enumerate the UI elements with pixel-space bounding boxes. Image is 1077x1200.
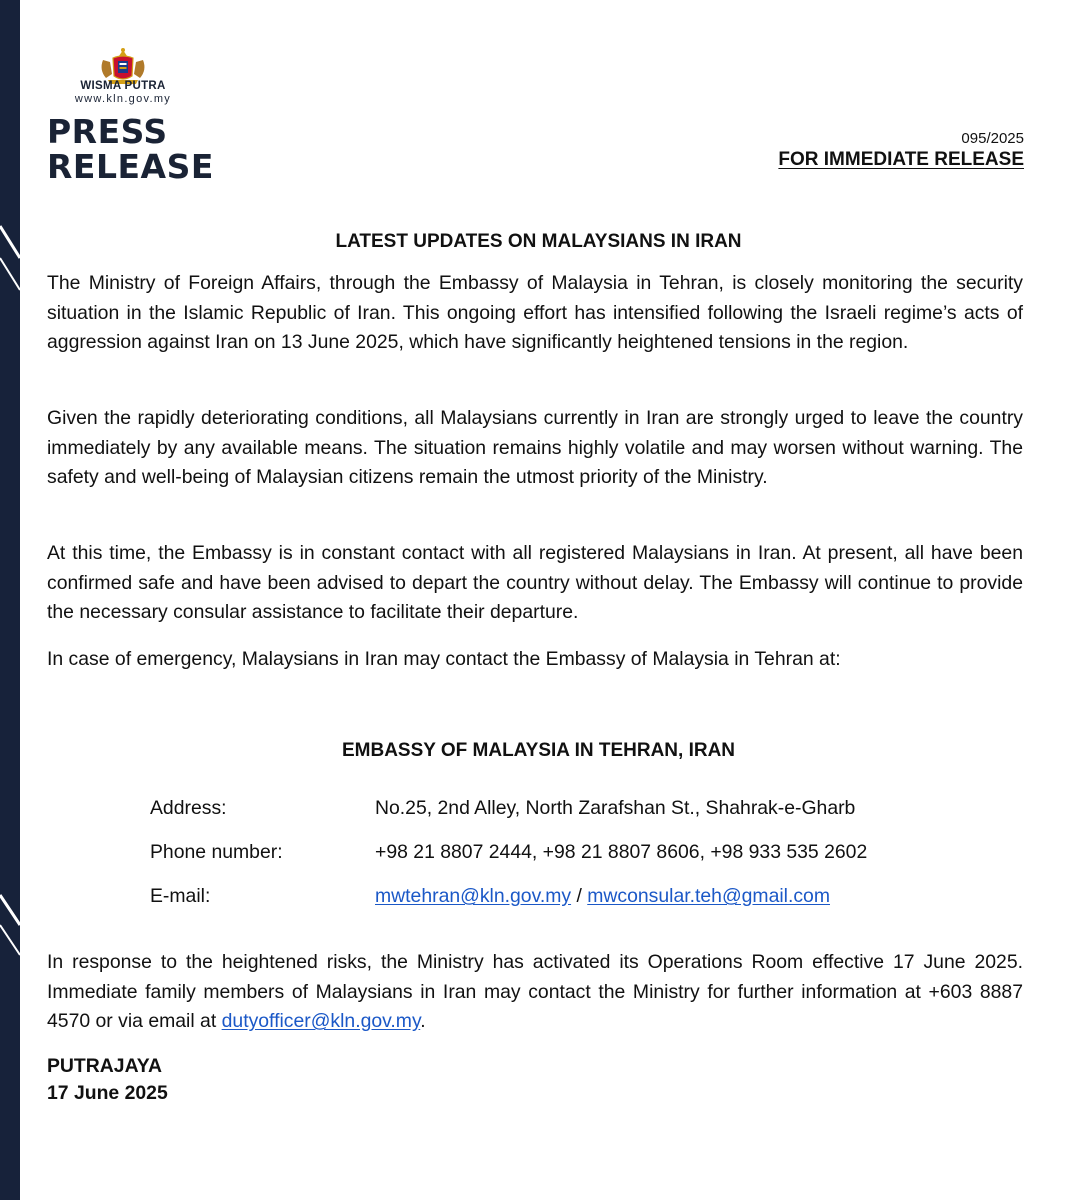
address-value: No.25, 2nd Alley, North Zarafshan St., Shahrak-e-Gharb: [375, 797, 856, 819]
phone-value: +98 21 8807 2444, +98 21 8807 8606, +98 933 535 2602: [375, 841, 868, 863]
website-text: www.kln.gov.my: [74, 93, 172, 105]
paragraph-2: Given the rapidly deteriorating conditions, all Malaysians currently in Iran are strongly urged to leave the country immediately by any available means. The situation remains highly volatile and may worsen without warning. The safety and well-being of Malaysian citizens remain the utmost priority of the Ministry.: [47, 407, 1023, 488]
reference-number: 095/2025: [961, 130, 1024, 147]
email-values: [375, 885, 830, 908]
embassy-heading: EMBASSY OF MALAYSIA IN TEHRAN, IRAN: [341, 740, 736, 761]
paragraph-5-text: In response to the heightened risks, the Ministry has activated its Operations Room effective 17 June 2025. Immediate family members of Malaysians in Iran may contact the Ministry for further information at +603 8887 4570 or via email at: [47, 951, 1023, 1032]
consular-email-link[interactable]: mwconsular.teh@gmail.com: [587, 885, 830, 907]
paragraph-1: The Ministry of Foreign Affairs, through the Embassy of Malaysia in Tehran, is closely monitoring the security situation in the Islamic Republic of Iran. This ongoing effort has intensified following the Israeli regime’s acts of aggression against Iran on 13 June 2025, which have significantly heightened tensions in the region.: [47, 272, 1023, 353]
org-name: WISMA PUTRA: [80, 80, 166, 92]
paragraph-3: At this time, the Embassy is in constant contact with all registered Malaysians in Iran. At present, all have been confirmed safe and have been advised to depart the country without delay. The Embassy will continue to provide the necessary consular assistance to facilitate their departure.: [47, 542, 1023, 623]
paragraph-4: In case of emergency, Malaysians in Iran may contact the Embassy of Malaysia in Tehran at:: [47, 648, 841, 670]
phone-label: Phone number:: [150, 841, 283, 863]
email-label: E-mail:: [150, 885, 211, 907]
release-type: FOR IMMEDIATE RELEASE: [778, 149, 1024, 170]
press-line-1: PRESS: [47, 112, 168, 151]
paragraph-5-end: .: [420, 1010, 426, 1032]
press-line-2: RELEASE: [47, 147, 214, 186]
signoff: [47, 1053, 168, 1107]
embassy-email-link[interactable]: mwtehran@kln.gov.my: [375, 885, 572, 907]
signoff-place: PUTRAJAYA: [47, 1055, 162, 1077]
paragraph-5: [47, 948, 1023, 1037]
press-release-heading: [47, 114, 214, 184]
document-title: LATEST UPDATES ON MALAYSIANS IN IRAN: [335, 231, 742, 252]
signoff-date: 17 June 2025: [47, 1082, 168, 1104]
email-separator: /: [571, 885, 588, 907]
sidebar-decoration: [0, 0, 20, 1200]
address-label: Address:: [150, 797, 227, 819]
duty-officer-email-link[interactable]: dutyofficer@kln.gov.my: [221, 1010, 421, 1032]
org-branding: [60, 80, 186, 105]
